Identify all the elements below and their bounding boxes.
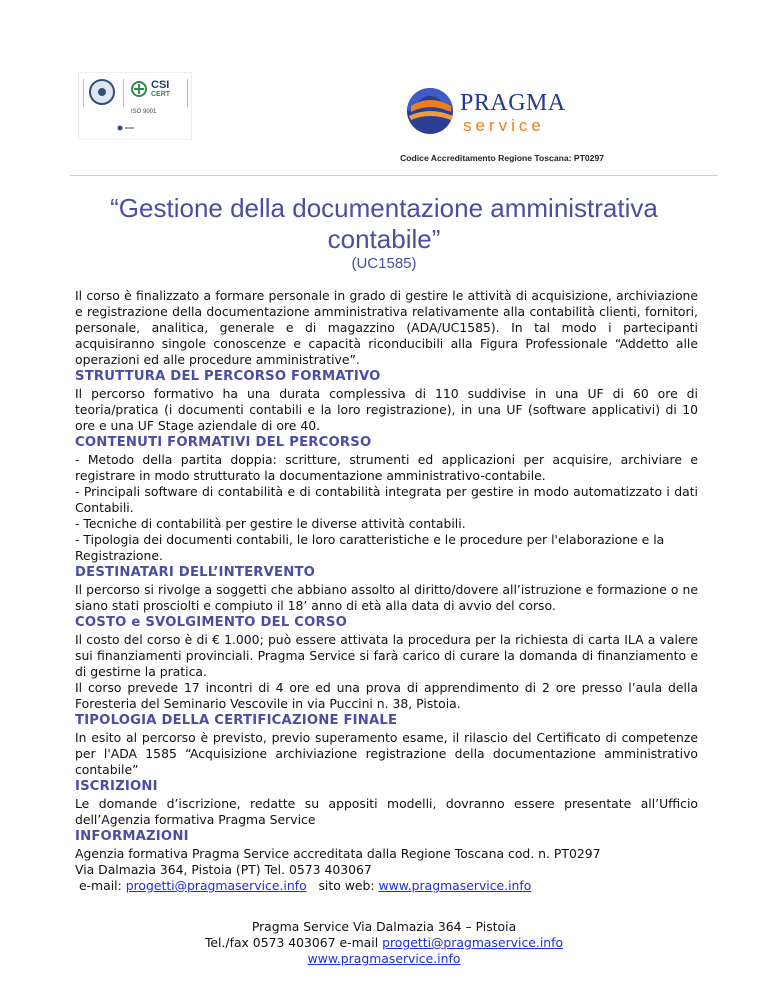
certificazione-text: In esito al percorso è previsto, previo superamento esame, il rilascio del Certificato di competenze per l'ADA 1585 “Acquisizione archiviazione registrazione della documentazione amministrativo contabile”: [75, 730, 698, 777]
heading-certificazione: TIPOLOGIA DELLA CERTIFICAZIONE FINALE: [75, 713, 398, 728]
iso-label: ISO 9001: [131, 109, 157, 115]
svolgimento-text: Il corso prevede 17 incontri di 4 ore ed una prova di apprendimento di 2 ore presso l’aula della Foresteria del Seminario Vescovile in via Puccini n. 38, Pistoia.: [75, 680, 698, 711]
pragma-tagline: service: [463, 116, 545, 135]
cross-circle-icon: [131, 81, 147, 97]
heading-iscrizioni: ISCRIZIONI: [75, 779, 158, 794]
divider: [187, 79, 188, 107]
seal-icon: [89, 79, 115, 105]
contenuti-item: - Tecniche di contabilità per gestire le diverse attività contabili.: [75, 516, 466, 531]
heading-costo: COSTO e SVOLGIMENTO DEL CORSO: [75, 615, 348, 630]
certification-logos: [78, 72, 192, 140]
csi-sub: CERT: [151, 91, 171, 98]
informazioni-address: Via Dalmazia 364, Pistoia (PT) Tel. 0573 403067: [75, 862, 372, 877]
header-divider: [70, 175, 718, 176]
small-logo-icon: [117, 125, 135, 131]
website-link[interactable]: www.pragmaservice.info: [378, 878, 532, 893]
contenuti-item: - Tipologia dei documenti contabili, le loro caratteristiche e le procedure per l'elaborazione e la Registrazione.: [75, 532, 665, 563]
footer-site: [70, 951, 698, 967]
footer-address: Pragma Service Via Dalmazia 364 – Pistoia: [251, 919, 517, 934]
document-body: [75, 288, 698, 894]
pragma-logo: [405, 86, 595, 142]
contenuti-item: - Principali software di contabilità e di contabilità integrata per gestire in modo automatizzato i dati Contabili.: [75, 484, 698, 515]
divider: [83, 79, 84, 107]
costo-text: Il costo del corso è di € 1.000; può essere attivata la procedura per la richiesta di carta ILA a valere sui finanziamenti provinciali. Pragma Service si farà carico di curare la domanda di finanziamento e di gestirne la pratica.: [75, 632, 698, 679]
accreditation-code: Codice Accreditamento Regione Toscana: PT0297: [400, 153, 604, 163]
title-code: (UC1585): [351, 255, 417, 272]
heading-informazioni: INFORMAZIONI: [75, 829, 189, 844]
document-title: [70, 193, 698, 255]
csi-cert-logo: [131, 79, 187, 109]
site-label: sito web:: [306, 878, 379, 893]
heading-destinatari: DESTINATARI DELL’INTERVENTO: [75, 565, 316, 580]
footer-contacts: [70, 935, 698, 951]
destinatari-text: Il percorso si rivolge a soggetti che abbiano assolto al diritto/dovere all’istruzione e formazione o ne siano stati prosciolti e compiuto il 18’ anno di età alla data di avvio del corso.: [75, 582, 698, 613]
footer-email-link[interactable]: progetti@pragmaservice.info: [382, 935, 564, 950]
footer-website-link[interactable]: www.pragmaservice.info: [307, 951, 461, 966]
contenuti-item: - Metodo della partita doppia: scritture, strumenti ed applicazioni per acquisire, archiviare e registrare in modo strutturato la documentazione amministrativo-contabile.: [75, 452, 698, 483]
email-label: e-mail:: [75, 878, 126, 893]
pragma-name: PRAGMA: [460, 90, 566, 116]
title-line-2: contabile”: [327, 224, 441, 254]
pragma-mark-icon: [405, 86, 455, 136]
struttura-text: Il percorso formativo ha una durata complessiva di 110 suddivise in una UF di 60 ore di teoria/pratica (i documenti contabili e la loro registrazione), in una UF (software applicativi) di 10 ore e una UF Stage aziendale di ore 40.: [75, 386, 698, 433]
iscrizioni-text: Le domande d’iscrizione, redatte su appositi modelli, dovranno essere presentate all’Ufficio dell’Agenzia formativa Pragma Service: [75, 796, 698, 827]
title-line-1: “Gestione della documentazione amministrativa: [110, 193, 658, 223]
heading-contenuti: CONTENUTI FORMATIVI DEL PERCORSO: [75, 435, 372, 450]
csi-brand: CSI: [151, 79, 170, 91]
divider: [123, 79, 124, 107]
intro-paragraph: Il corso è finalizzato a formare personale in grado di gestire le attività di acquisizione, archiviazione e registrazione della documentazione amministrativa relativamente alla contabilità clienti, fornitori, personale, analitica, generale e di magazzino (ADA/UC1585). In tal modo i partecipanti acquisiranno singole conoscenze e capacità riconducibili alla Figura Professionale “Addetto alle operazioni ed alle procedure amministrative”.: [75, 288, 698, 367]
heading-struttura: STRUTTURA DEL PERCORSO FORMATIVO: [75, 369, 381, 384]
informazioni-contacts: [75, 878, 698, 894]
email-link[interactable]: progetti@pragmaservice.info: [125, 878, 307, 893]
footer: [70, 919, 698, 967]
informazioni-line: Agenzia formativa Pragma Service accreditata dalla Regione Toscana cod. n. PT0297: [75, 846, 601, 861]
footer-phone: Tel./fax 0573 403067 e-mail: [204, 935, 383, 950]
